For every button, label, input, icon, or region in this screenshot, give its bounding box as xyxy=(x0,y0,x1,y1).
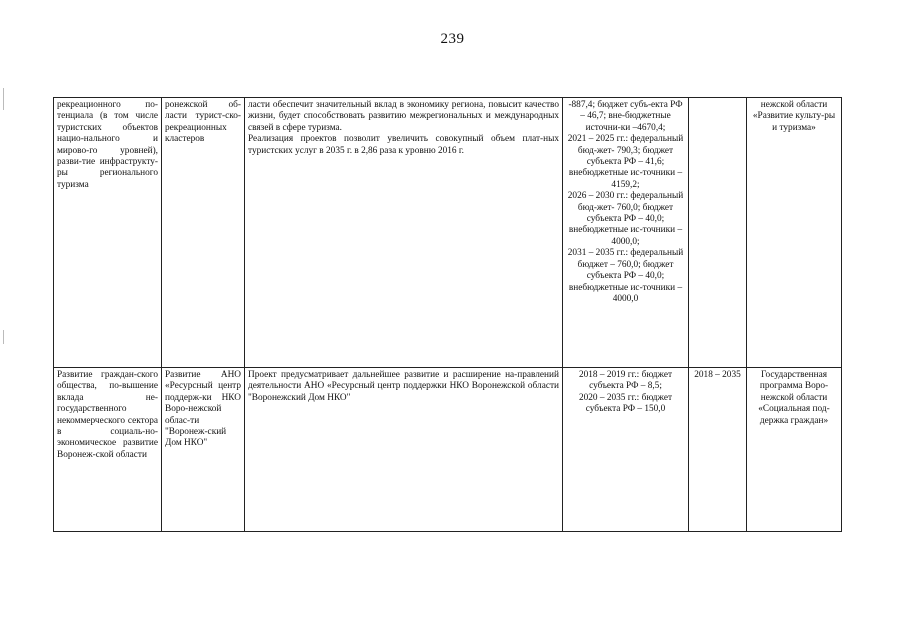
period-cell xyxy=(689,98,747,368)
table-row xyxy=(54,368,842,532)
description-cell xyxy=(245,98,563,368)
scan-edge-mark xyxy=(3,330,4,344)
period-cell xyxy=(689,368,747,532)
direction-cell xyxy=(54,368,162,532)
funding-line: 2020 – 2035 гг.: бюджет субъекта РФ – 150,0 xyxy=(578,392,673,415)
direction-text: рекреационного по-тенциала (в том числе туристских объектов нацио-нального и мирово-го уровней), разви-тие инфраструкту-ры регионального туризма xyxy=(57,100,158,190)
funding-line: 2018 – 2019 гг.: бюджет субъекта РФ – 8,5; xyxy=(578,370,673,392)
funding-cell xyxy=(563,368,689,532)
project-text: Развитие АНО «Ресурсный центр поддерж-ки НКО Воро-нежской облас-ти "Воронеж-ский Дом НКО" xyxy=(165,370,241,449)
funding-cell xyxy=(563,98,689,368)
direction-text: Развитие граждан-ского общества, по-вышение вклада не-государственного некоммерческого сектора в социаль-но-экономическое развитие Воронеж-ской области xyxy=(57,370,158,460)
description-cell xyxy=(245,368,563,532)
program-text: нежской области «Развитие культу-ры и туризма» xyxy=(752,100,836,133)
program-table xyxy=(53,97,842,532)
funding-line: -887,4; бюджет субъ-екта РФ – 46,7; вне-бюджетные источни-ки –4670,4; xyxy=(568,100,683,133)
program-cell xyxy=(747,368,842,532)
direction-cell xyxy=(54,98,162,368)
period-text: 2018 – 2035 xyxy=(694,370,741,380)
project-cell xyxy=(162,98,245,368)
page-number: 239 xyxy=(440,31,465,47)
funding-line: 2031 – 2035 гг.: федеральный бюджет – 760,0; бюджет субъекта РФ – 40,0; внебюджетные ис-точники – 4000,0 xyxy=(567,248,684,304)
table-row xyxy=(54,98,842,368)
program-text: Государственная программа Воро-нежской области «Социальная под-держка граждан» xyxy=(758,370,830,426)
project-cell xyxy=(162,368,245,532)
description-paragraph: ласти обеспечит значительный вклад в экономику региона, повысит качество жизни, будет способствовать развитию межрегиональных и международных связей в сфере туризма. xyxy=(248,100,559,133)
program-cell xyxy=(747,98,842,368)
funding-line: 2021 – 2025 гг.: федеральный бюд-жет- 790,3; бюджет субъекта РФ – 41,6; внебюджетные ис-точники – 4159,2; xyxy=(567,134,684,190)
funding-line: 2026 – 2030 гг.: федеральный бюд-жет- 760,0; бюджет субъекта РФ – 40,0; внебюджетные ис-точники – 4000,0; xyxy=(567,191,684,247)
scan-edge-mark xyxy=(3,88,4,110)
description-paragraph: Реализация проектов позволит увеличить совокупный объем плат-ных туристских услуг в 2035 г. в 2,86 раза к уровню 2016 г. xyxy=(248,134,559,156)
project-text: ронежской об-ласти турист-ско-рекреационных кластеров xyxy=(165,100,241,145)
description-paragraph: Проект предусматривает дальнейшее развитие и расширение на-правлений деятельности АНО «Ресурсный центр поддержки НКО Воронежской области "Воронежский Дом НКО" xyxy=(248,370,559,403)
